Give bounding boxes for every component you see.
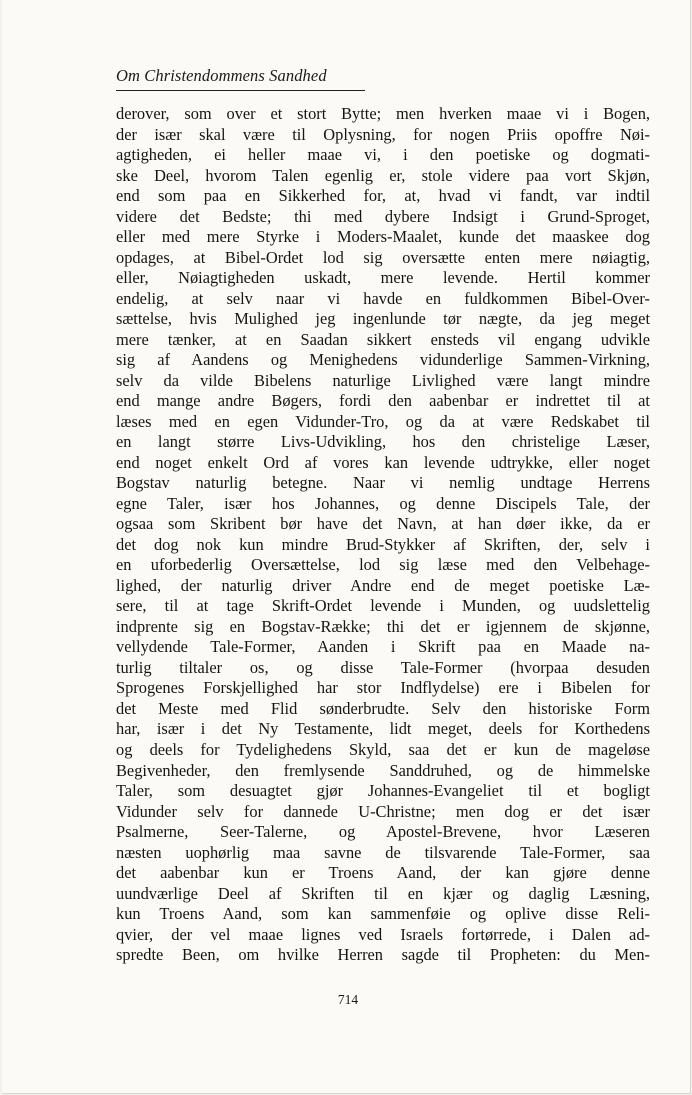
text-line: end som paa en Sikkerhed for, at, hvad vi fandt, var indtil bbox=[116, 186, 650, 206]
body-text bbox=[116, 104, 650, 966]
text-line: en langt større Livs-Udvikling, hos den christelige Læser, bbox=[116, 432, 650, 452]
text-line: endelig, at selv naar vi havde en fuldkommen Bibel-Over- bbox=[116, 288, 650, 308]
text-line: næsten uophørlig maa savne de tilsvarende Tale-Former, saa bbox=[116, 842, 650, 862]
text-line: end noget enkelt Ord af vores kan levende udtrykke, eller noget bbox=[116, 452, 650, 472]
text-line: egne Taler, især hos Johannes, og denne Discipels Tale, der bbox=[116, 493, 650, 513]
book-page bbox=[2, 0, 691, 1094]
text-line: Psalmerne, Seer-Talerne, og Apostel-Brevene, hvor Læseren bbox=[116, 822, 650, 842]
text-line: ske Deel, hvorom Talen egenlig er, stole videre paa vort Skjøn, bbox=[116, 165, 650, 185]
text-line: læses med en egen Vidunder-Tro, og da at være Redskabet til bbox=[116, 411, 650, 431]
text-line: uundværlige Deel af Skriften til en kjær og daglig Læsning, bbox=[116, 883, 650, 903]
text-line: Begivenheder, den fremlysende Sanddruhed, og de himmelske bbox=[116, 760, 650, 780]
text-line: der især skal være til Oplysning, for nogen Priis opoffre Nøi- bbox=[116, 124, 650, 144]
text-line: agtigheden, ei heller maae vi, i den poetiske og dogmati- bbox=[116, 145, 650, 165]
text-line: sig af Aandens og Menighedens vidunderlige Sammen-Virkning, bbox=[116, 350, 650, 370]
text-line: Taler, som desuagtet gjør Johannes-Evangeliet til et bogligt bbox=[116, 781, 650, 801]
text-line: lighed, der naturlig driver Andre end de meget poetiske Læ- bbox=[116, 575, 650, 595]
text-line: det Meste med Flid sønderbrudte. Selv den historiske Form bbox=[116, 698, 650, 718]
text-line: indprente sig en Bogstav-Række; thi det er igjennem de skjønne, bbox=[116, 616, 650, 636]
text-line: sere, til at tage Skrift-Ordet levende i Munden, og uudslettelig bbox=[116, 596, 650, 616]
text-line: end mange andre Bøgers, fordi den aabenbar er indrettet til at bbox=[116, 391, 650, 411]
text-line: Vidunder selv for dannede U-Christne; men dog er det især bbox=[116, 801, 650, 821]
text-line: det aabenbar kun er Troens Aand, der kan gjøre denne bbox=[116, 863, 650, 883]
running-head: Om Christendommens Sandhed bbox=[116, 66, 327, 85]
running-head-rule bbox=[116, 90, 365, 91]
text-line: spredte Been, om hvilke Herren sagde til Propheten: du Men- bbox=[116, 945, 650, 965]
text-line: en uforbederlig Oversættelse, lod sig læse med den Velbehage- bbox=[116, 555, 650, 575]
text-line: vellydende Tale-Former, Aanden i Skrift paa en Maade na- bbox=[116, 637, 650, 657]
text-line: derover, som over et stort Bytte; men hverken maae vi i Bogen, bbox=[116, 104, 650, 123]
text-line: mere tænker, at en Saadan sikkert ensteds vil engang udvikle bbox=[116, 329, 650, 349]
text-line: har, især i det Ny Testamente, lidt meget, deels for Korthedens bbox=[116, 719, 650, 739]
text-line: ogsaa som Skribent bør have det Navn, at han døer ikke, da er bbox=[116, 514, 650, 534]
text-line: turlig tiltaler os, og disse Tale-Former (hvorpaa desuden bbox=[116, 657, 650, 677]
page-number: 714 bbox=[337, 992, 359, 1007]
text-line: selv da vilde Bibelens naturlige Livlighed være langt mindre bbox=[116, 370, 650, 390]
text-line: det dog nok kun mindre Brud-Stykker af Skriften, der, selv i bbox=[116, 534, 650, 554]
text-line: videre det Bedste; thi med dybere Indsigt i Grund-Sproget, bbox=[116, 206, 650, 226]
text-line: kun Troens Aand, som kan sammenføie og oplive disse Reli- bbox=[116, 904, 650, 924]
text-line: opdages, at Bibel-Ordet lod sig oversætte enten mere nøiagtig, bbox=[116, 247, 650, 267]
text-line: sættelse, hvis Mulighed jeg ingenlunde tør nægte, da jeg meget bbox=[116, 309, 650, 329]
text-line: Bogstav naturlig betegne. Naar vi nemlig undtage Herrens bbox=[116, 473, 650, 493]
text-line: qvier, der vel maae lignes ved Israels fortørrede, i Dalen ad- bbox=[116, 924, 650, 944]
text-line: og deels for Tydelighedens Skyld, saa det er kun de mageløse bbox=[116, 739, 650, 759]
text-line: eller, Nøiagtigheden uskadt, mere levende. Hertil kommer bbox=[116, 268, 650, 288]
text-line: Sprogenes Forskjellighed har stor Indflydelse) ere i Bibelen for bbox=[116, 678, 650, 698]
text-line: eller med mere Styrke i Moders-Maalet, kunde det maaskee dog bbox=[116, 227, 650, 247]
